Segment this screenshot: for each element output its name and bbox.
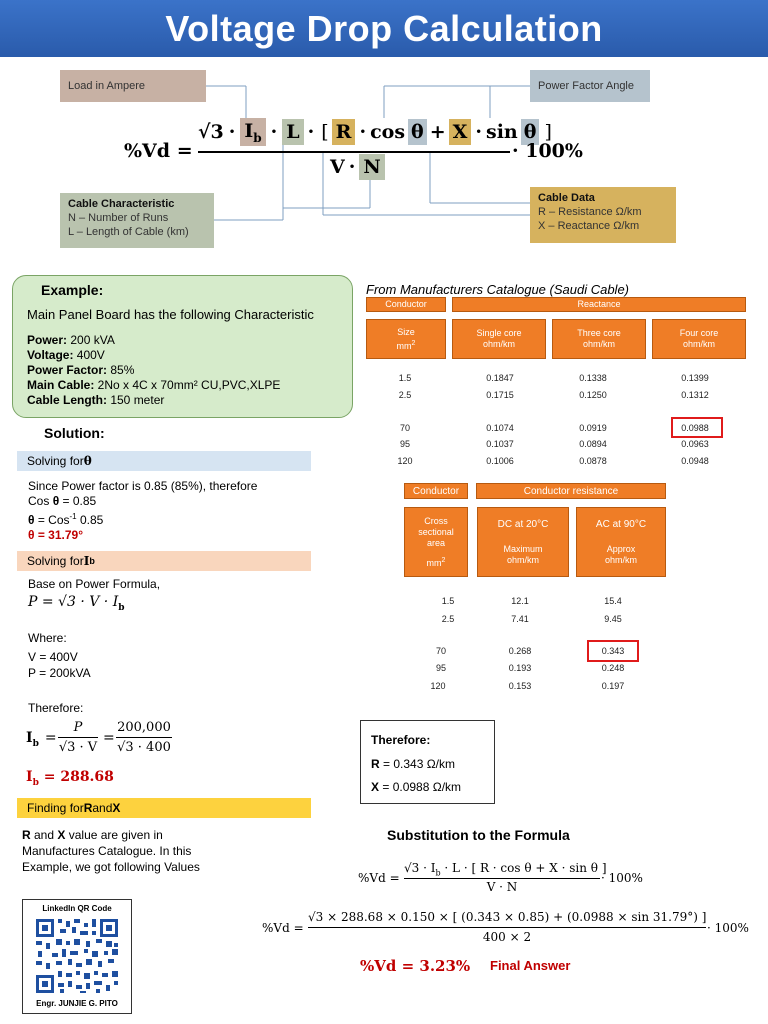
table-cell: 12.1 — [511, 596, 529, 606]
theta-step-3: θ = Cos$^{-1}$ 0.85 — [28, 512, 104, 527]
table-cell: 120 — [430, 681, 446, 691]
example-spec-power: Power: 200 kVA — [27, 333, 115, 347]
table-cell: 1.5 — [441, 596, 455, 606]
formula-theta-cos: θ — [408, 119, 427, 145]
main-formula-lhs: %Vd = — [124, 140, 193, 162]
main-formula-tail: · 100% — [512, 140, 583, 162]
ib-result: $I_b = 288.68$ — [26, 769, 114, 788]
ib-eq-num2: 200,000 — [117, 720, 171, 735]
page-title: Voltage Drop Calculation — [165, 7, 603, 49]
table-cell: 0.1074 — [486, 423, 514, 433]
resistance-col-ac: AC at 90°C Approx ohm/km — [576, 507, 666, 577]
load-label: Load in Ampere — [68, 80, 146, 92]
sub-formula1-num: $√3 \cdot I_b \cdot L$ · [ R · cos θ + X · sin θ ] — [404, 861, 607, 878]
table-cell: 0.153 — [508, 681, 532, 691]
load-label-box — [60, 70, 206, 102]
reactance-conductor-header: Conductor — [366, 297, 446, 312]
cable-characteristic-box — [60, 193, 214, 248]
solving-ib-bar: Solving for I b — [17, 551, 311, 571]
where-p: P = 200kVA — [28, 666, 91, 680]
sub-formula1-bar — [404, 878, 600, 879]
formula-v: V — [330, 156, 345, 178]
reactance-header: Reactance — [452, 297, 746, 312]
table-cell: 9.45 — [604, 614, 622, 624]
reactance-highlight-box — [671, 417, 723, 438]
ib-therefore: Therefore: — [28, 701, 84, 715]
formula-n: N — [359, 154, 384, 180]
table-cell: 0.1847 — [486, 373, 514, 383]
table-cell: 0.268 — [508, 646, 532, 656]
formula-ib: $I_b$ — [240, 118, 265, 147]
table-cell: 95 — [435, 663, 446, 673]
reactance-col-four: Four core ohm/km — [652, 319, 746, 359]
ib-eq-bar2 — [116, 737, 172, 738]
sub-formula2-bar — [308, 927, 706, 928]
table-cell: 2.5 — [441, 614, 455, 624]
power-factor-angle-label: Power Factor Angle — [538, 80, 634, 92]
example-spec-cable: Main Cable: 2No x 4C x 70mm² CU,PVC,XLPE — [27, 378, 281, 392]
table-cell: 7.41 — [511, 614, 529, 624]
catalogue-title: From Manufacturers Catalogue (Saudi Cable) — [366, 282, 630, 297]
cable-characteristic-title: Cable Characteristic — [68, 198, 175, 210]
table-cell: 0.193 — [508, 663, 532, 673]
table-cell: 95 — [399, 439, 410, 449]
table-cell: 0.1006 — [486, 456, 514, 466]
where-v: V = 400V — [28, 650, 78, 664]
example-spec-length: Cable Length: 150 meter — [27, 393, 165, 407]
resistance-highlight-box — [587, 640, 639, 662]
resistance-header: Conductor resistance — [476, 483, 666, 499]
therefore-x: X = 0.0988 Ω/km — [371, 780, 462, 794]
final-answer-label: Final Answer — [490, 958, 571, 973]
qr-code-box — [22, 899, 132, 1014]
table-cell: 0.1250 — [579, 390, 607, 400]
table-cell: 0.0948 — [681, 456, 709, 466]
ib-formula-intro: Base on Power Formula, — [28, 577, 161, 591]
table-cell-highlight: 0.343 — [601, 646, 625, 656]
table-cell: 1.5 — [398, 373, 412, 383]
solving-theta-bar: Solving for θ — [17, 451, 311, 471]
formula-x: X — [449, 119, 472, 145]
ib-eq-bar1 — [58, 737, 98, 738]
table-cell: 70 — [399, 423, 410, 433]
rx-explanation: R and X value are given in Manufactures Catalogue. In this Example, we got following Values — [22, 828, 200, 874]
solution-title: Solution: — [44, 425, 105, 441]
theta-result: θ = 31.79° — [28, 528, 83, 542]
formula-l: L — [282, 119, 303, 145]
main-formula-numerator: √3 · $I_b$ · L · [ R · cos θ + X · sin θ ] — [198, 119, 552, 145]
main-formula-denominator: V · N — [330, 154, 385, 180]
table-cell: 15.4 — [604, 596, 622, 606]
ib-eq-num1: P — [73, 720, 83, 735]
where-title: Where: — [28, 631, 67, 645]
formula-sin: sin — [486, 121, 518, 143]
example-box — [12, 275, 353, 418]
ib-eq-eq2: = — [103, 730, 115, 746]
resistance-col-dc: DC at 20°C Maximum ohm/km — [477, 507, 569, 577]
therefore-title: Therefore: — [371, 733, 431, 747]
table-cell: 0.1037 — [486, 439, 514, 449]
resistance-conductor-header: Conductor — [404, 483, 468, 499]
table-cell: 0.0919 — [579, 423, 607, 433]
power-factor-angle-label-box — [530, 70, 650, 102]
finding-rx-bar: Finding for R and X — [17, 798, 311, 818]
power-formula: $P = √3 \cdot V \cdot I_b$ — [28, 594, 125, 613]
example-spec-pf: Power Factor: 85% — [27, 363, 135, 377]
qr-author: Engr. JUNJIE G. PITO — [36, 999, 118, 1008]
formula-sqrt3: √3 — [198, 121, 224, 143]
therefore-r: R = 0.343 Ω/km — [371, 757, 456, 771]
sub-formula1-tail: · 100% — [601, 871, 643, 885]
cable-data-box — [530, 187, 676, 243]
formula-cos: cos — [370, 121, 406, 143]
cable-characteristic-l: L – Length of Cable (km) — [68, 226, 189, 238]
table-cell: 0.197 — [601, 681, 625, 691]
cable-data-title: Cable Data — [538, 192, 595, 204]
sub-formula2-num: √3 × 288.68 × 0.150 × [ (0.343 × 0.85) + (0.0988 × sin 31.79°) ] — [308, 910, 707, 924]
sub-formula2-den: 400 × 2 — [482, 930, 532, 944]
substitution-title: Substitution to the Formula — [387, 827, 570, 843]
qr-title: LinkedIn QR Code — [42, 904, 112, 913]
reactance-col-three: Three core ohm/km — [552, 319, 646, 359]
resistance-col-area: Cross sectional area $mm^2$ — [404, 507, 468, 577]
sub-formula1-lhs: %Vd = — [358, 871, 400, 885]
main-formula-fraction-bar — [198, 151, 510, 153]
table-cell-highlight: 0.0988 — [681, 423, 709, 433]
final-result: %Vd = 3.23% — [360, 957, 471, 975]
table-cell: 0.1399 — [681, 373, 709, 383]
table-cell: 0.248 — [601, 663, 625, 673]
reactance-col-size: Size $mm^2$ — [366, 319, 446, 359]
ib-eq-den1: √3 · V — [58, 740, 98, 755]
qr-code-image[interactable] — [34, 917, 120, 995]
theta-step-2: Cos θ = 0.85 — [28, 494, 97, 508]
table-cell: 0.1312 — [681, 390, 709, 400]
reactance-col-single: Single core ohm/km — [452, 319, 546, 359]
example-spec-voltage: Voltage: 400V — [27, 348, 105, 362]
cable-data-r: R – Resistance Ω/km — [538, 206, 642, 218]
table-cell: 0.0878 — [579, 456, 607, 466]
ib-equation-lhs: $I_b$ = — [26, 730, 57, 749]
table-cell: 0.0894 — [579, 439, 607, 449]
ib-eq-den2: √3 · 400 — [117, 740, 171, 755]
theta-step-1: Since Power factor is 0.85 (85%), therefore — [28, 479, 258, 493]
table-cell: 0.0963 — [681, 439, 709, 449]
table-cell: 120 — [397, 456, 413, 466]
sub-formula1-den: V · N — [486, 880, 518, 894]
sub-formula2-tail: · 100% — [707, 921, 749, 935]
sub-formula2-lhs: %Vd = — [262, 921, 304, 935]
example-spec-list — [27, 333, 280, 408]
table-cell: 0.1715 — [486, 390, 514, 400]
formula-dot: · — [228, 121, 236, 143]
example-title: Example: — [41, 282, 104, 298]
therefore-box — [360, 720, 495, 804]
table-cell: 0.1338 — [579, 373, 607, 383]
cable-characteristic-n: N – Number of Runs — [68, 212, 169, 224]
example-subtitle: Main Panel Board has the following Characteristic — [27, 307, 314, 322]
table-cell: 2.5 — [398, 390, 412, 400]
formula-theta-sin: θ — [521, 119, 540, 145]
table-cell: 70 — [435, 646, 446, 656]
formula-r: R — [332, 119, 356, 145]
theta-steps — [28, 479, 257, 543]
cable-data-x: X – Reactance Ω/km — [538, 220, 640, 232]
